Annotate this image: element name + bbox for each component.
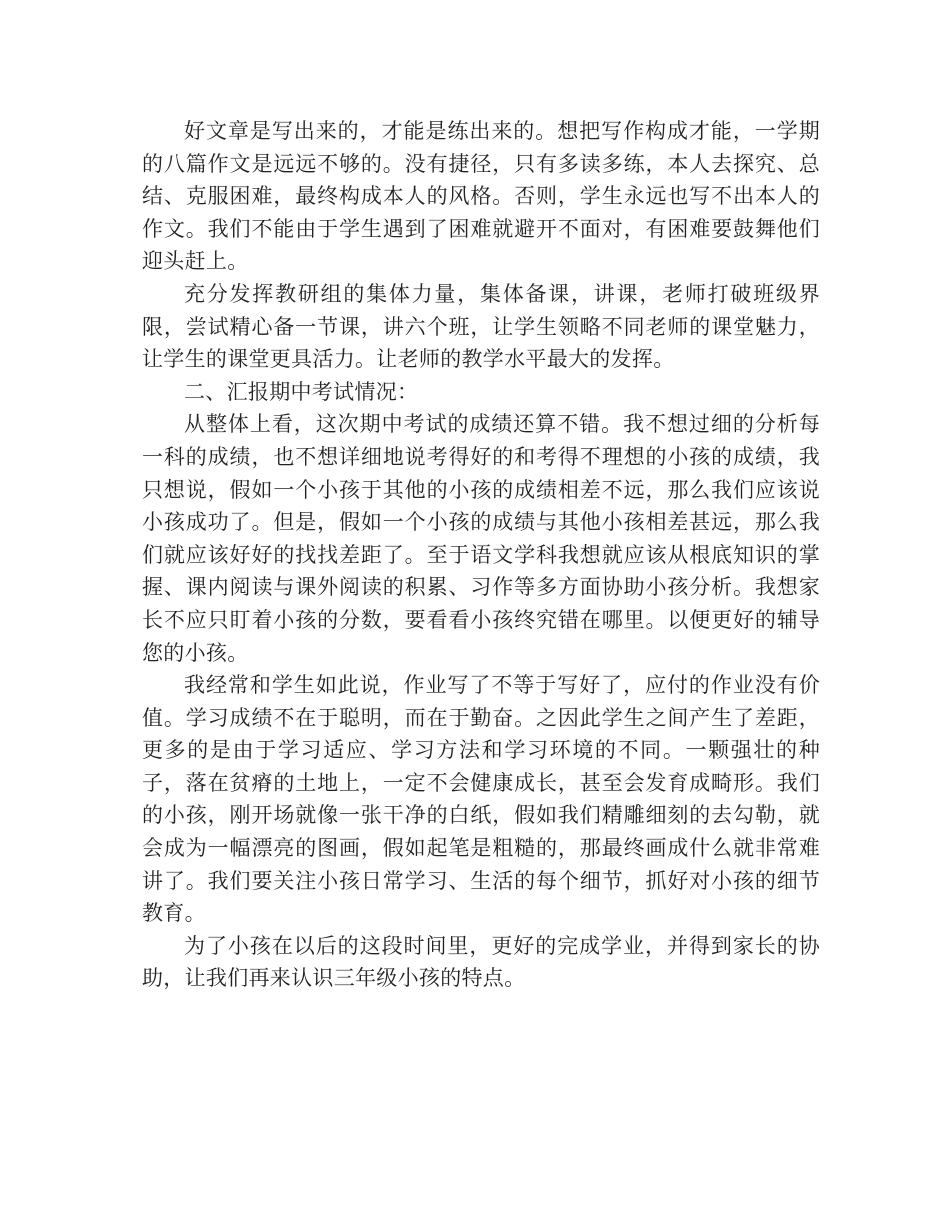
paragraph-writing-practice: 好文章是写出来的，才能是练出来的。想把写作构成才能，一学期的八篇作文是远远不够的。没有捷径，只有多读多练，本人去探究、总结、克服困难，最终构成本人的风格。否则，学生永远也写不出本人的作文。我们不能由于学生遇到了困难就避开不面对，有困难要鼓舞他们迎头赶上。	[142, 119, 820, 274]
paragraph-homework-diligence: 我经常和学生如此说，作业写了不等于写好了，应付的作业没有价值。学习成绩不在于聪明，而在于勤奋。之因此学生之间产生了差距，更多的是由于学习适应、学习方法和学习环境的不同。一颗强壮的种子，落在贫瘠的土地上，一定不会健康成长，甚至会发育成畸形。我们的小孩，刚开场就像一张干净的白纸，假如我们精雕细刻的去勾勒，就会成为一幅漂亮的图画，假如起笔是粗糙的，那最终画成什么就非常难讲了。我们要关注小孩日常学习、生活的每个细节，抓好对小孩的细节教育。	[142, 673, 820, 926]
section-heading-midterm-report: 二、汇报期中考试情况：	[184, 379, 419, 404]
document-body	[142, 115, 820, 995]
paragraph-third-grade-intro: 为了小孩在以后的这段时间里，更好的完成学业，并得到家长的协助，让我们再来认识三年级小孩的特点。	[142, 933, 820, 991]
paragraph-teaching-group: 充分发挥教研组的集体力量，集体备课，讲课，老师打破班级界限，尝试精心备一节课，讲六个班，让学生领略不同老师的课堂魅力，让学生的课堂更具活力。让老师的教学水平最大的发挥。	[142, 281, 820, 372]
paragraph-midterm-results: 从整体上看，这次期中考试的成绩还算不错。我不想过细的分析每一科的成绩，也不想详细地说考得好的和考得不理想的小孩的成绩，我只想说，假如一个小孩于其他的小孩的成绩相差不远，那么我们应该说小孩成功了。但是，假如一个小孩的成绩与其他小孩相差甚远，那么我们就应该好好的找找差距了。至于语文学科我想就应该从根底知识的掌握、课内阅读与课外阅读的积累、习作等多方面协助小孩分析。我想家长不应只盯着小孩的分数，要看看小孩终究错在哪里。以便更好的辅导您的小孩。	[142, 412, 820, 665]
